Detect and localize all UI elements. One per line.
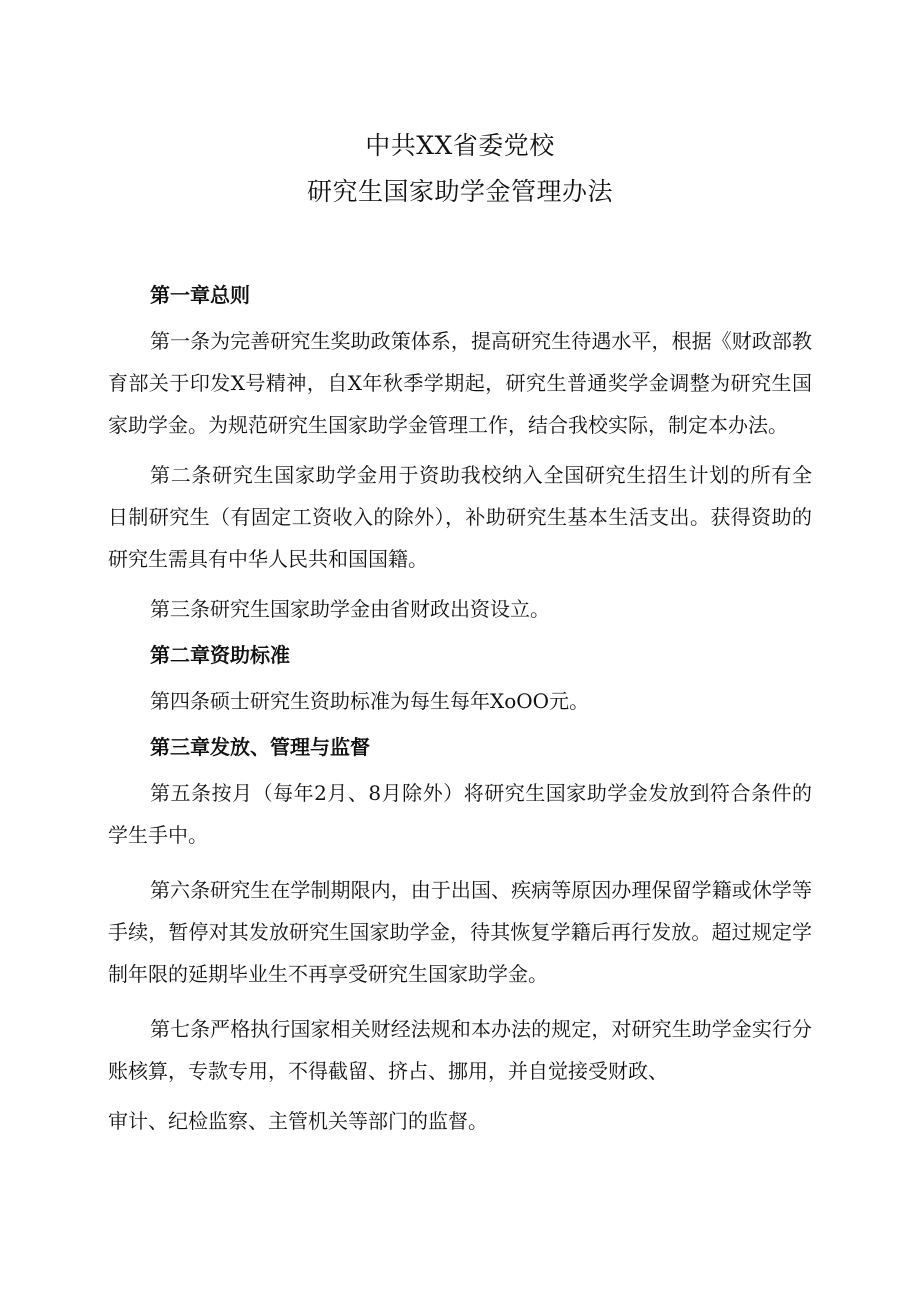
chapter-1-heading: 第一章总则 bbox=[150, 283, 250, 307]
article-2-line: 第二条研究生国家助学金用于资助我校纳入全国研究生招生计划的所有全 bbox=[150, 463, 812, 487]
article-5-line: 学生手中。 bbox=[108, 823, 208, 847]
chapter-3-heading: 第三章发放、管理与监督 bbox=[150, 735, 370, 759]
chapter-2-heading: 第二章资助标准 bbox=[150, 643, 290, 667]
article-6-line: 制年限的延期毕业生不再享受研究生国家助学金。 bbox=[108, 962, 548, 986]
article-1-line: 家助学金。为规范研究生国家助学金管理工作，结合我校实际，制定本办法。 bbox=[108, 413, 788, 437]
article-2-line: 日制研究生（有固定工资收入的除外），补助研究生基本生活支出。获得资助的 bbox=[108, 505, 812, 529]
article-4-line: 第四条硕士研究生资助标准为每生每年XoOO元。 bbox=[150, 689, 590, 713]
article-7-line: 账核算，专款专用，不得截留、挤占、挪用，并自觉接受财政、 bbox=[108, 1059, 668, 1083]
document-body bbox=[108, 274, 812, 1142]
article-6-line: 手续，暂停对其发放研究生国家助学金，待其恢复学籍后再行发放。超过规定学 bbox=[108, 920, 812, 944]
article-2-line: 研究生需具有中华人民共和国国籍。 bbox=[108, 547, 428, 571]
article-1-line: 育部关于印发X号精神，自X年秋季学期起，研究生普通奖学金调整为研究生国 bbox=[108, 371, 812, 395]
article-7-line: 第七条严格执行国家相关财经法规和本办法的规定，对研究生助学金实行分 bbox=[150, 1017, 812, 1041]
article-6-line: 第六条研究生在学制期限内，由于出国、疾病等原因办理保留学籍或休学等 bbox=[150, 878, 812, 902]
article-3-line: 第三条研究生国家助学金由省财政出资设立。 bbox=[150, 597, 550, 621]
article-7-line: 审计、纪检监察、主管机关等部门的监督。 bbox=[108, 1109, 488, 1133]
document-title-line2: 研究生国家助学金管理办法 bbox=[306, 177, 613, 206]
article-5-line: 第五条按月（每年2月、8月除外）将研究生国家助学金发放到符合条件的 bbox=[150, 781, 812, 805]
article-1-line: 第一条为完善研究生奖助政策体系，提高研究生待遇水平，根据《财政部教 bbox=[150, 329, 812, 353]
document-title-line1: 中共XX省委党校 bbox=[365, 131, 555, 160]
